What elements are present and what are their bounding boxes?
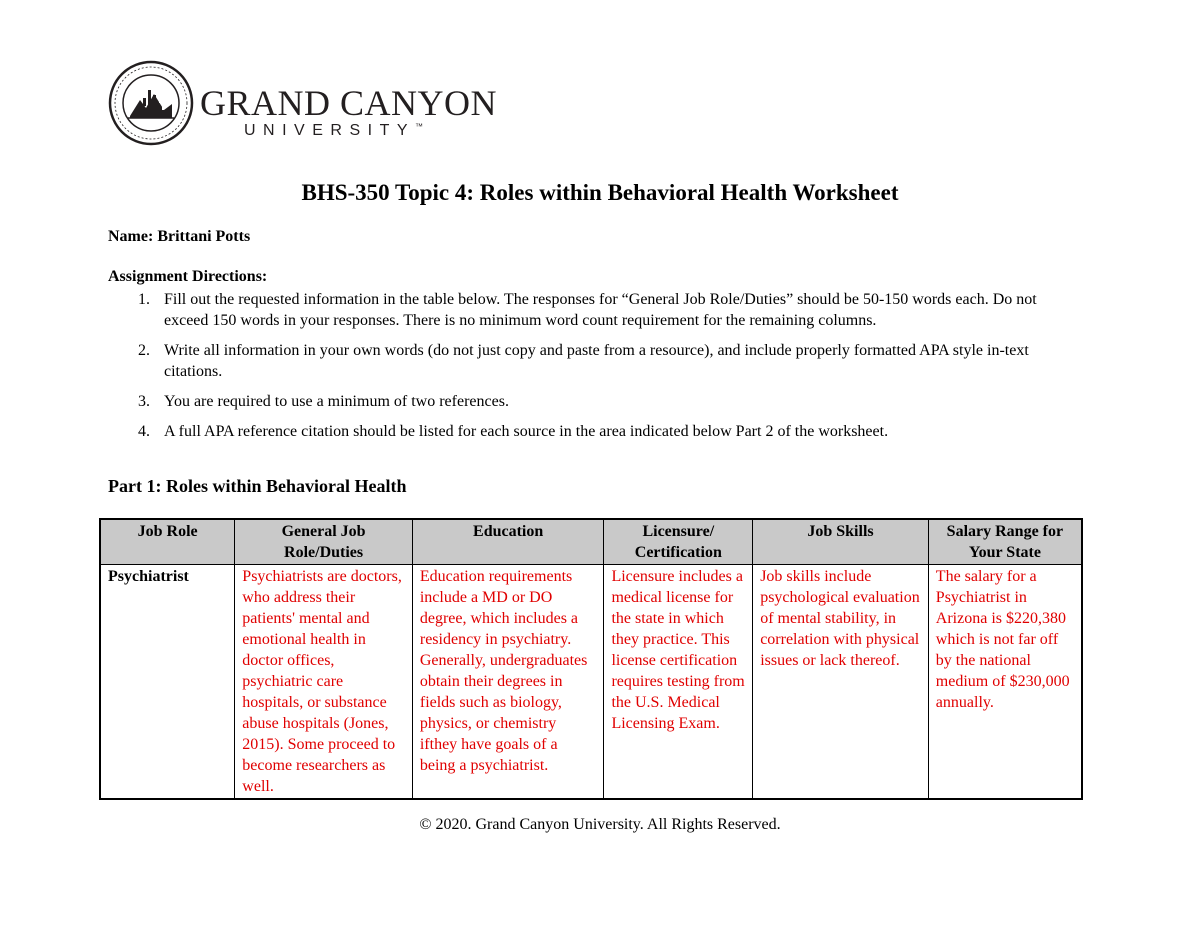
cell-licensure: Licensure includes a medical license for the state in which they practice. This license certification requires testing from the U.S. Medical Licensing Exam. xyxy=(604,565,753,800)
direction-number: 4. xyxy=(138,423,150,440)
header-salary: Salary Range for Your State xyxy=(928,519,1082,565)
cell-duties: Psychiatrists are doctors, who address their patients' mental and emotional health in doctor offices, psychiatric care hospitals, or substance abuse hospitals (Jones, 2015). Some proceed to become researchers as well. xyxy=(235,565,413,800)
direction-number: 2. xyxy=(138,342,150,359)
gcu-logo xyxy=(108,60,498,146)
cell-job-role: Psychiatrist xyxy=(100,565,235,800)
copyright-footer: © 2020. Grand Canyon University. All Rights Reserved. xyxy=(419,816,781,833)
cell-salary: The salary for a Psychiatrist in Arizona is $220,380 which is not far off by the national medium of $230,000 annually. xyxy=(928,565,1082,800)
cell-job-skills: Job skills include psychological evaluation of mental stability, in correlation with physical issues or lack thereof. xyxy=(753,565,929,800)
header-job-skills: Job Skills xyxy=(753,519,929,565)
direction-number: 1. xyxy=(138,291,150,308)
header-duties: General Job Role/Duties xyxy=(235,519,413,565)
directions-heading: Assignment Directions: xyxy=(108,268,268,285)
header-job-role: Job Role xyxy=(100,519,235,565)
direction-text: Write all information in your own words (do not just copy and paste from a resource), and include properly formatted APA style in-text citations. xyxy=(164,342,1029,380)
direction-number: 3. xyxy=(138,393,150,410)
direction-text: You are required to use a minimum of two references. xyxy=(164,393,509,410)
table-row xyxy=(100,565,1082,800)
logo-wordmark: GRAND CANYON xyxy=(200,83,498,123)
roles-table xyxy=(99,518,1083,800)
direction-text: A full APA reference citation should be listed for each source in the area indicated below Part 2 of the worksheet. xyxy=(164,423,889,440)
cell-education: Education requirements include a MD or DO degree, which includes a residency in psychiatry. Generally, undergraduates obtain their degrees in fields such as biology, physics, or chemistry ifthey have goals of a being a psychiatrist. xyxy=(412,565,604,800)
header-licensure: Licensure/ Certification xyxy=(604,519,753,565)
page-title: BHS-350 Topic 4: Roles within Behavioral Health Worksheet xyxy=(301,180,899,205)
student-name-line xyxy=(108,228,250,246)
direction-item xyxy=(138,289,1078,331)
name-label: Name: xyxy=(108,228,154,245)
directions-list xyxy=(138,289,1078,451)
gcu-seal-icon xyxy=(108,60,194,146)
direction-item xyxy=(138,340,1078,382)
trademark-mark: ™ xyxy=(415,122,424,131)
direction-item xyxy=(138,421,1078,442)
direction-text: Fill out the requested information in the table below. The responses for “General Job Role/Duties” should be 50-150 words each. Do not exceed 150 words in your responses. There is no minimum word count requirement for the remaining columns. xyxy=(164,291,1037,329)
name-value: Brittani Potts xyxy=(157,228,251,245)
table-header-row xyxy=(100,519,1082,565)
header-education: Education xyxy=(412,519,604,565)
part1-heading: Part 1: Roles within Behavioral Health xyxy=(108,476,407,496)
direction-item xyxy=(138,391,1078,412)
logo-subtitle: UNIVERSITY™ xyxy=(244,122,424,139)
